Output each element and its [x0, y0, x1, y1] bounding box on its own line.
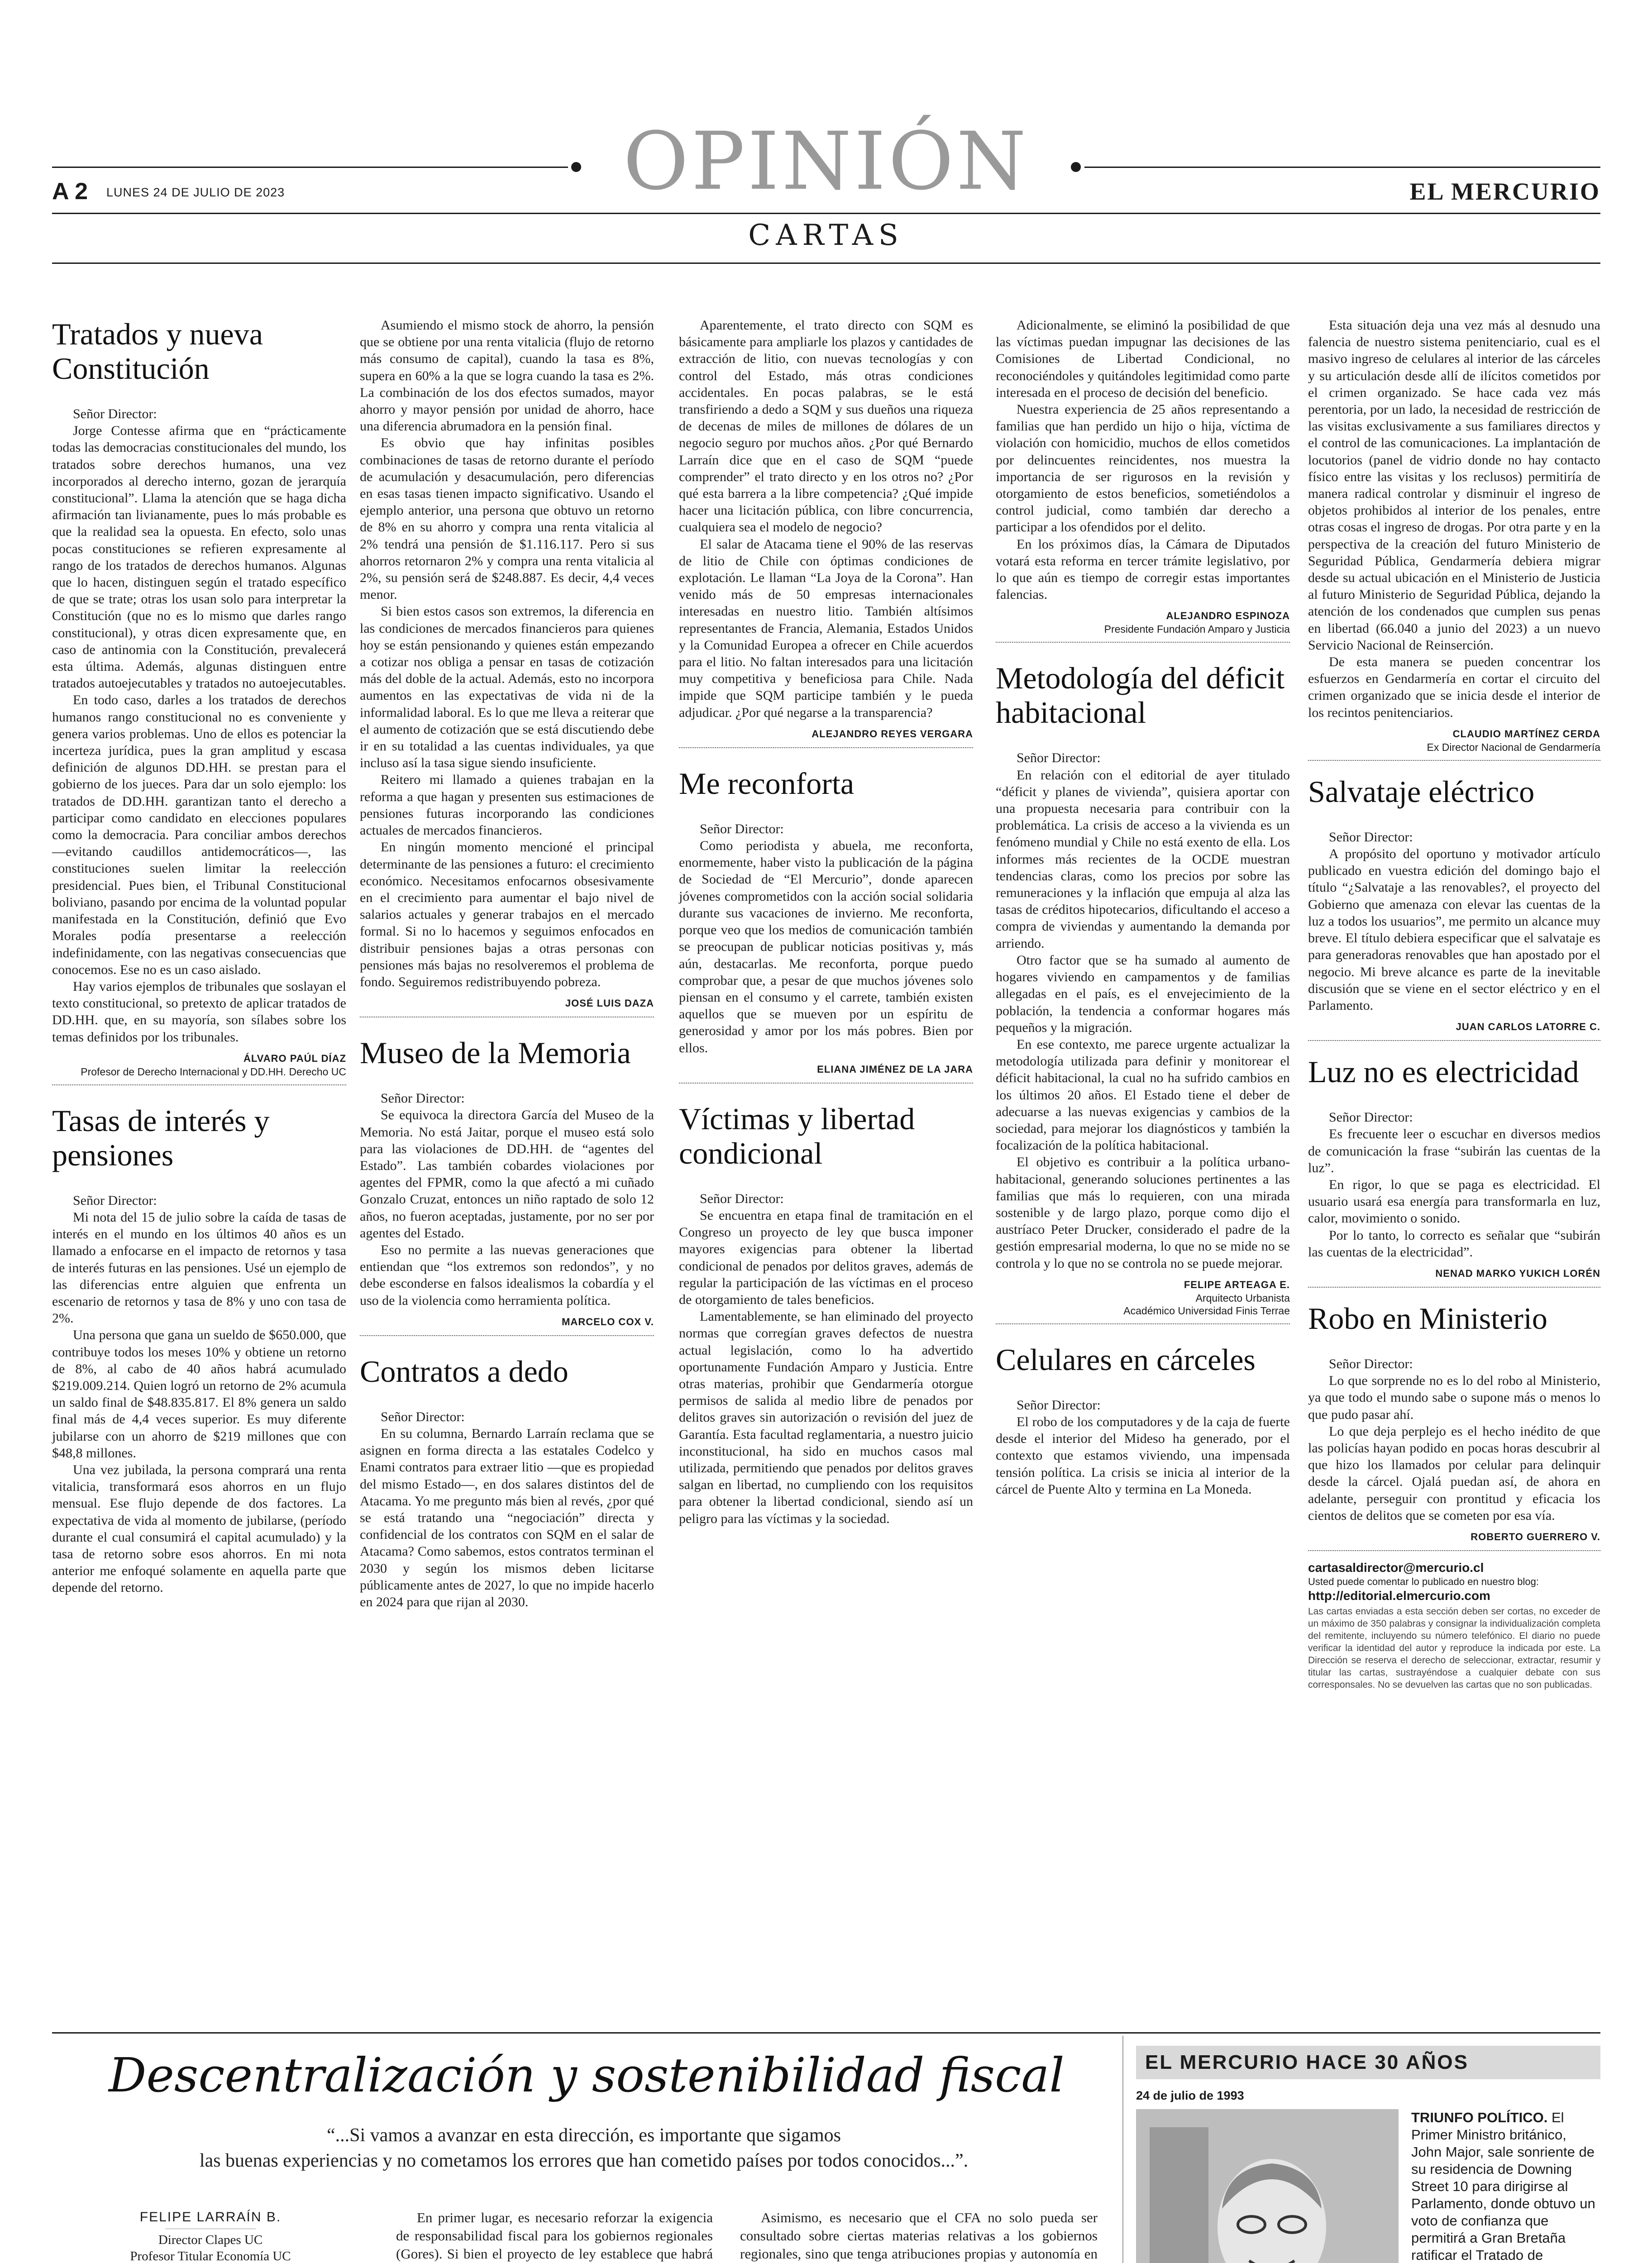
letter-salutation: Señor Director: — [381, 1409, 465, 1424]
column-col-2 — [396, 2209, 713, 2263]
letter-signature: JUAN CARLOS LATORRE C. — [1456, 1021, 1600, 1033]
letter-salutation: Señor Director: — [73, 406, 157, 421]
letter-paragraph: Lo que deja perplejo es el hecho inédito de que las policías hayan podido en pocas horas descubrir al que hizo los llamados por celular para delinquir desde la cárcel. Ojalá puedan así, de ahora en adelante, perseguir con prontitud y eficacia los cientos de delitos que se cometen por esa vía. — [1308, 1423, 1600, 1523]
letter-paragraph: Reitero mi llamado a quienes trabajan en la reforma a que hagan y presenten sus estimaciones de pensiones futuras incorporando las condiciones actuales de mercados financieros. — [360, 772, 654, 838]
column-divider — [1122, 2036, 1123, 2263]
divider — [679, 1083, 973, 1084]
letter-paragraph: Como periodista y abuela, me reconforta, enormemente, haber visto la publicación de la página de Sociedad de “El Mercurio”, donde aparecen jóvenes comprometidos con la acción social solidaria durante sus vacaciones de invierno. Me reconforta, porque veo que los medios de comunicación también se preocupan de publicar noticias positivas y, más aún, destacarlas. Me reconforta, porque puedo comprobar que, a pesar de que muchos jóvenes solo piensan en el consumo y el carrete, también existen aquellos que se mueven por un espíritu de generosidad y amor por los más pobres. Bien por ellos. — [679, 838, 973, 1055]
column-title: Descentralización y sostenibilidad fiscal — [109, 2048, 1065, 2103]
letter-paragraph: A propósito del oportuno y motivador artículo publicado en vuestra edición del domingo bajo el título “¿Salvataje a las renovables?, el proyecto del Gobierno que amenaza con elevar las cuentas de la luz a todos los usuarios”, me permito un alcance muy breve. El título debiera especificar que el salvataje es para generadoras renovables que han apostado por el negocio. Mi breve alcance es parte de la inevitable discusión que se viene en el sector eléctrico y en el Parlamento. — [1308, 846, 1600, 1013]
divider — [1308, 760, 1600, 761]
divider — [1308, 1287, 1600, 1288]
letters-col-4 — [996, 317, 1290, 1498]
hace30-header: EL MERCURIO HACE 30 AÑOS — [1145, 2051, 1469, 2073]
letter-paragraph: El objetivo es contribuir a la política urbano-habitacional, generando soluciones pertinentes a las familias que más lo requieren, con una mirada sostenible y de largo plazo, porque como dijo el austríaco Peter Drucker, considerado el padre de la gestión empresarial moderna, lo que no se mide no se controla y lo que no se controla no se puede mejorar. — [996, 1155, 1290, 1271]
letter-paragraph: En todo caso, darles a los tratados de derechos humanos rango constitucional no es conveniente y genera varios problemas. Uno de ellos es potenciar la incerteza jurídica, pues la gran amplitud y escasa definición de algunos DD.HH. se prestan para el gobierno de los jueces. Para dar un solo ejemplo: los tratados de DD.HH. garantizan tanto el derecho a participar como candidato en elecciones populares como la democracia. Para conciliar ambos derechos —evitando caudillos antidemocráticos—, las constituciones suelen limitar la reelección presidencial. Pues bien, el Tribunal Constitucional boliviano, pasando por encima de la voluntad popular manifestada en la Constitución, definió que Evo Morales podía presentarse a reelección indefinidamente, con las negativas consecuencias que conocemos. Ese no es un caso aislado. — [52, 692, 346, 977]
letter-paragraph: Se encuentra en etapa final de tramitación en el Congreso un proyecto de ley que busca imponer mayores exigencias para obtener la libertad condicional de penados por delitos graves, además de regular la participación de las víctimas en el proceso de otorgamiento de tales beneficios. — [679, 1208, 973, 1307]
column-col-1 — [52, 2209, 369, 2263]
rule-bottom — [52, 263, 1600, 264]
divider — [996, 1323, 1290, 1324]
john-major-photo-icon — [1136, 2109, 1399, 2263]
letter-paragraph: Lamentablemente, se han eliminado del proyecto normas que corregían graves defectos de nuestra actual legislación, como lo ha advertido oportunamente Fundación Amparo y Justicia. Entre otras materias, prohibir que Gendarmería otorgue permisos de salida al medio libre de penados por delitos graves sin autorización o revisión del juez de Garantía. Esta facultad reglamentaria, a nuestro juicio inconstitucional, ha sido en muchos casos mal utilizada, permitiendo que penados por delitos graves salgan en libertad, no cumpliendo con los requisitos para obtener la libertad condicional, siendo así un peligro para las víctimas y la sociedad. — [679, 1309, 973, 1526]
page-date: LUNES 24 DE JULIO DE 2023 — [106, 186, 285, 199]
letter-title: Víctimas y libertad condicional — [679, 1101, 915, 1170]
letters-col-3 — [679, 317, 973, 1527]
letter-paragraph: Esta situación deja una vez más al desnudo una falencia de nuestro sistema penitenciario, cual es el masivo ingreso de celulares al interior de las cárceles y su articulación desde allí de ilícitos cometidos por el crimen organizado. Se hace cada vez más perentoria, por un lado, la necesidad de restricción de las visitas exclusivamente a sus familiares directos y el control de las comunicaciones. La implantación de locutorios (panel de vidrio donde no hay contacto físico entre las visitas y los reclusos) permitiría de manera radical controlar y disminuir el ingreso de objetos prohibidos al interior de los penales, entre otras cosas el ingreso de drogas. Por otra parte y en la perspectiva de la creación del futuro Ministerio de Seguridad Pública, Gendarmería debiera migrar desde su actual ubicación en el Ministerio de Justicia al futuro Ministerio de Seguridad Pública, dejando la atención de los condenados que cumplen sus penas en libertad (66.040 a junio del 2023) a un nuevo Servicio Nacional de Reinserción. — [1308, 318, 1600, 653]
letter-paragraph: En los próximos días, la Cámara de Diputados votará esta reforma en tercer trámite legislativo, por lo que aún es tiempo de corregir estas importantes falencias. — [996, 536, 1290, 602]
letter-paragraph: Es frecuente leer o escuchar en diversos medios de comunicación la frase “subirán las cuentas de la luz”. — [1308, 1127, 1600, 1175]
letter-title: Tratados y nueva Constitución — [52, 317, 263, 386]
letter-paragraph: Lo que sorprende no es lo del robo al Ministerio, ya que todo el mundo sabe o supone más o menos lo que pudo pasar ahí. — [1308, 1373, 1600, 1422]
contact-note: Las cartas enviadas a esta sección deben ser cortas, no exceder de un máximo de 350 palabras y consignar la individualización completa del remitente, incluyendo su número telefónico. El diario no puede verificar la identidad del autor y reproduce la indicada por este. La Dirección se reserva el derecho de seleccionar, extractar, resumir y titular las cartas, sustrayéndose a cualquier debate con sus corresponsales. No se devuelven las cartas que no son publicadas. — [1308, 1606, 1600, 1690]
column-col-3 — [740, 2209, 1098, 2263]
letter-paragraph: Jorge Contesse afirma que en “prácticamente todas las democracias constitucionales del mundo, los tratados sobre derechos humanos, una vez incorporados al derecho interno, gozan de jerarquía constitucional”. Llama la atención que se haga dicha afirmación tan livianamente, pues lo más probable es que la realidad sea la opuesta. En efecto, solo unas pocas constituciones se refieren expresamente al rango de los tratados de derechos humanos. Algunas que lo hacen, distinguen según el tratado específico de que se trate; otras los usan solo para interpretar la Constitución (que no es lo mismo que darles rango constitucional), y otras dicen expresamente que, en caso de antinomia con la Constitución, prevalecerá esta última. Además, algunas distinguen entre tratados autoejecutables y tratados no autoejecutables. — [52, 423, 346, 691]
letter-paragraph: Una vez jubilada, la persona comprará una renta vitalicia, transformará esos ahorros en un flujo mensual. Ese flujo depende de dos factores. La expectativa de vida al momento de jubilarse, (período durante el cual consumirá el capital acumulado) y la tasa de retorno sobre esos ahorros. En mi nota anterior me enfoqué solamente en aquella parte que depende del retorno. — [52, 1462, 346, 1595]
contact-web-intro: Usted puede comentar lo publicado en nuestro blog: — [1308, 1576, 1539, 1587]
letter-paragraph: Por lo tanto, lo correcto es señalar que “subirán las cuentas de la electricidad”. — [1308, 1227, 1600, 1260]
letter-signature: ALEJANDRO ESPINOZA — [1166, 610, 1290, 622]
letter-affiliation: Arquitecto Urbanista — [1195, 1292, 1290, 1304]
hace30-date: 24 de julio de 1993 — [1136, 2089, 1244, 2102]
letter-signature: ALEJANDRO REYES VERGARA — [812, 728, 973, 740]
rule-top — [52, 213, 1600, 214]
letter-paragraph: Una persona que gana un sueldo de $650.000, que contribuye todos los meses 10% y obtiene un retorno de 8%, al cabo de 40 años habrá acumulado $219.009.214. Quien logró un retorno de 2% acumula un saldo final de $48.835.817. El 8% genera un saldo final más de 4,4 veces superior. Es muy diferente jubilarse con un ahorro de $219 millones que con $48,8 millones. — [52, 1327, 346, 1461]
letter-signature: NENAD MARKO YUKICH LORÉN — [1435, 1267, 1600, 1279]
letter-paragraph: Mi nota del 15 de julio sobre la caída de tasas de interés en el mundo en los últimos 40 años es un llamado a enfocarse en el impacto de retornos y tasa de interés futuras en las pensiones. Usé un ejemplo de las diferencias entre alguien que enfrenta un escenario de retornos y tasa de 8% y uno con tasa de 2%. — [52, 1209, 346, 1326]
letter-salutation: Señor Director: — [73, 1193, 157, 1208]
letter-paragraph: Nuestra experiencia de 25 años representando a familias que han perdido un hijo o hija, víctima de violación con homicidio, muchos de ellos cometidos por delincuentes reincidentes, nos muestra la importancia de ser rigurosos en la revisión y otorgamiento de estos beneficios, sometiéndolos a control judicial, como también dar derecho a participar a los ofendidos por el delito. — [996, 402, 1290, 535]
letter-paragraph: El robo de los computadores y de la caja de fuerte desde el interior del Mideso ha generado, por el contexto que estamos viviendo, una impensada tensión política. La crisis se inicia al interior de la cárcel de Puente Alto y termina en La Moneda. — [996, 1414, 1290, 1497]
letter-salutation: Señor Director: — [1329, 1356, 1413, 1371]
letter-title: Salvataje eléctrico — [1308, 774, 1535, 809]
column-author-role: Director Clapes UC — [158, 2233, 263, 2247]
letter-paragraph: Hay varios ejemplos de tribunales que soslayan el texto constitucional, so pretexto de aplicar tratados de DD.HH. que, en su mayoría, son sílabes sobre los temas definidos por los tribunales. — [52, 979, 346, 1045]
hace30-news-text: El Primer Ministro británico, John Major, sale sonriente de su residencia de Downing Street 10 para dirigirse al Parlamento, donde obtuvo un voto de confianza que permitirá a Gran Bretaña ratificar el Tratado de — [1411, 2110, 1595, 2263]
letter-paragraph: Si bien estos casos son extremos, la diferencia en las condiciones de mercados financieros para quienes hoy se están pensionando y quienes están empezando a cotizar nos obliga a pensar en tasas de cotización más del doble de la actual. Además, esto no incorpora aumentos en las expectativas de vida ni de la informalidad laboral. Es lo que me lleva a reiterar que el aumento de cotización que se está discutiendo debe ir en su totalidad a las cuentas individuales, ya que incluso así la tasa sigue siendo insuficiente. — [360, 604, 654, 771]
letter-signature: ÁLVARO PAÚL DÍAZ — [243, 1052, 346, 1064]
letter-paragraph: Asumiendo el mismo stock de ahorro, la pensión que se obtiene por una renta vitalicia (flujo de retorno más consumo de capital), cuando la tasa es 8%, supera en 60% a la que se logra cuando la tasa es 2%. La combinación de los dos efectos sumados, mayor ahorro y mayor pensión por unidad de ahorro, hace una diferencia abrumadora en la pensión final. — [360, 318, 654, 434]
letter-paragraph: Se equivoca la directora García del Museo de la Memoria. No está Jaitar, porque el museo está solo para las violaciones de DD.HH. de “agentes del Estado”. Las también cobardes violaciones por agentes del FPMR, como la que afectó a mi cuñado Gonzalo Cruzat, entonces un niño raptado de solo 12 años, no fueron aceptadas, justamente, por no ser por agentes del Estado. — [360, 1108, 654, 1241]
masthead-dot-right — [1071, 162, 1081, 172]
contact-box — [1308, 1560, 1600, 1691]
column-paragraph: Asimismo, es necesario que el CFA no solo pueda ser consultado sobre ciertas materias relativas a los gobiernos regionales, sino que tenga atribuciones propias y autonomía en — [740, 2210, 1098, 2262]
letter-title: Tasas de interés y pensiones — [52, 1103, 270, 1172]
letter-paragraph: En rigor, lo que se paga es electricidad. El usuario usará esa energía para transformarla en luz, calor, movimiento o sonido. — [1308, 1177, 1600, 1226]
column-paragraph: En primer lugar, es necesario reforzar la exigencia de responsabilidad fiscal para los gobiernos regionales (Gores). Si bien el proyecto de ley establece que habrá — [396, 2210, 713, 2262]
divider — [679, 747, 973, 748]
letter-signature: ELIANA JIMÉNEZ DE LA JARA — [817, 1063, 973, 1075]
letter-paragraph: En su columna, Bernardo Larraín reclama que se asignen en forma directa a las estatales Codelco y Enami contratos para extraer litio —que es propiedad del mismo Estado—, en dos salares distintos del de Atacama. Yo me pregunto más bien al revés, ¿por qué se está tratando una “negociación” directa y confidencial de los contratos con SQM en el salar de Atacama? Como sabemos, estos contratos terminan el 2030 y según los mismos deben licitarse públicamente antes de 2027, lo que no impide hacerlo en 2024 para que rijan al 2030. — [360, 1426, 654, 1609]
column-quote-line: las buenas experiencias y no cometamos los errores que han cometido países por todos conocidos...”. — [199, 2150, 969, 2171]
letter-signature: MARCELO COX V. — [562, 1316, 654, 1327]
letter-paragraph: De esta manera se pueden concentrar los esfuerzos en Gendarmería en cortar el circuito del crimen organizado que se inicia desde el interior de los recintos penitenciarios. — [1308, 654, 1600, 720]
masthead-rule-left — [52, 167, 568, 168]
hace30-photo — [1136, 2109, 1399, 2263]
letter-title: Museo de la Memoria — [360, 1036, 631, 1070]
hace30-section — [1136, 2089, 1600, 2263]
divider — [52, 1084, 346, 1085]
letter-paragraph: En ningún momento mencioné el principal determinante de las pensiones a futuro: el crecimiento económico. Necesitamos enfocarnos obsesivamente en el crecimiento para aumentar el bajo nivel de salarios actuales y generar trabajos en el mercado formal. Si no lo hacemos y seguimos enfocados en distribuir pensiones bajas a otras personas con pensiones más bajas no resolveremos el problema de fondo. Seguiremos redistribuyendo pobreza. — [360, 840, 654, 989]
letter-affiliation: Profesor de Derecho Internacional y DD.HH. Derecho UC — [81, 1065, 346, 1078]
divider — [996, 642, 1290, 643]
letter-paragraph: En relación con el editorial de ayer titulado “déficit y planes de vivienda”, quisiera aportar con una propuesta necesaria para contribuir con la problemática. La crisis de acceso a la vivienda es un fenómeno mundial y Chile no está exento de ella. Los informes más recientes de la OCDE muestran tendencias claras, como los precios por sobre las remuneraciones y la inflación que empuja al alza las tasas de créditos hipotecarios, dificultando el acceso a compra de viviendas y aumentando la demanda por arriendo. — [996, 767, 1290, 951]
letter-signature: ROBERTO GUERRERO V. — [1471, 1531, 1600, 1542]
letter-paragraph: Es obvio que hay infinitas posibles combinaciones de tasas de retorno durante el período de acumulación y desacumulación, pero diferencias en esas tasas tienen impacto significativo. Usando el ejemplo anterior, una persona que obtuvo un retorno de 8% en su ahorro y compra una renta vitalicia al 2% tendrá una pensión de $1.116.117. Pero si sus ahorros retornaron 2% y compra una renta vitalicia al 2%, su pensión será de $248.887. Es decir, 4,4 veces menor. — [360, 435, 654, 602]
letter-signature: FELIPE ARTEAGA E. — [1184, 1279, 1290, 1290]
masthead-dot-left — [571, 162, 581, 172]
column-author-role: Profesor Titular Economía UC — [130, 2249, 291, 2263]
letter-title: Metodología del déficit habitacional — [996, 661, 1285, 730]
letter-title: Robo en Ministerio — [1308, 1301, 1547, 1336]
column-quote-line: “...Si vamos a avanzar en esta dirección, es importante que sigamos — [327, 2125, 841, 2146]
section-title: OPINIÓN — [623, 115, 1029, 208]
letter-salutation: Señor Director: — [1329, 1110, 1413, 1125]
hace30-news-title: TRIUNFO POLÍTICO. — [1411, 2110, 1548, 2125]
letter-salutation: Señor Director: — [381, 1091, 465, 1106]
contact-email[interactable]: cartasaldirector@mercurio.cl — [1308, 1560, 1484, 1575]
letter-paragraph: En ese contexto, me parece urgente actualizar la metodología utilizada para definir y monitorear el déficit habitacional, la cual no ha sufrido cambios en los últimos 20 años. El Estado tiene el deber de adecuarse a las nuevas exigencias y cambios de la sociedad, para mejorar los diagnósticos y también la focalización de la política habitacional. — [996, 1036, 1290, 1153]
divider — [1308, 1040, 1600, 1041]
letter-paragraph: El salar de Atacama tiene el 90% de las reservas de litio de Chile con óptimas condiciones de explotación. Le llaman “La Joya de la Corona”. Han venido más de 50 empresas internacionales interesadas en nuestro litio. También altísimos representantes de Francia, Alemania, Estados Unidos y la Comunidad Europea a ofrecer en Chile acuerdos para el litio. No faltan interesados para una licitación muy competitiva y beneficiosa para Chile. Nada impide que SQM participe también y le pueda adjudicar. ¿Por qué negarse a la transparencia? — [679, 536, 973, 720]
letters-col-2 — [360, 317, 654, 1610]
page-number: A 2 — [52, 178, 88, 205]
letter-signature: CLAUDIO MARTÍNEZ CERDA — [1452, 728, 1600, 740]
letter-paragraph: Eso no permite a las nuevas generaciones que entiendan que “los extremos son redondos”, y no debe esconderse en falsos idealismos la cobardía y el uso de la violencia como herramienta política. — [360, 1242, 654, 1308]
letter-salutation: Señor Director: — [700, 821, 784, 836]
letter-salutation: Señor Director: — [1017, 750, 1101, 766]
letter-title: Luz no es electricidad — [1308, 1055, 1579, 1089]
letters-col-5 — [1308, 317, 1600, 1691]
letter-paragraph: Aparentemente, el trato directo con SQM es básicamente para ampliarle los plazos y cantidades de extracción de litio, con nuevas tecnologías y con control del Estado, más otras condiciones accidentales. En pocas palabras, se le está transfiriendo a dedo a SQM y sus dueños una riqueza de decenas de miles de millones de dólares de un negocio seguro por muchos años. ¿Por qué Bernardo Larraín dice que en el caso de SQM “puede comprender” el trato directo y en los otros no? ¿Por qué esta barrera a la libre competencia? ¿Qué impide hacer una licitación pública, con libre concurrencia, cualquiera sea el modelo de negocio? — [679, 318, 973, 535]
hace30-header-bar — [1136, 2046, 1600, 2079]
letter-paragraph: Otro factor que se ha sumado al aumento de hogares viviendo en campamentos y de familias allegadas en el país, es el envejecimiento de la población, la tendencia a conformar hogares más pequeños y la migración. — [996, 952, 1290, 1035]
column-quote — [72, 2123, 1095, 2173]
column-author: FELIPE LARRAÍN B. — [139, 2210, 282, 2225]
letter-signature: JOSÉ LUIS DAZA — [565, 998, 654, 1009]
letter-salutation: Señor Director: — [1329, 829, 1413, 845]
letter-affiliation: Ex Director Nacional de Gendarmería — [1427, 741, 1600, 753]
subsection-title: CARTAS — [748, 219, 904, 252]
brand-logo: EL MERCURIO — [1409, 178, 1600, 205]
letters-col-1 — [52, 317, 346, 1596]
letter-title: Me reconforta — [679, 766, 855, 801]
letter-salutation: Señor Director: — [1017, 1397, 1101, 1413]
letter-salutation: Señor Director: — [700, 1191, 784, 1206]
letter-paragraph: Adicionalmente, se eliminó la posibilidad de que las víctimas puedan impugnar las decisiones de las Comisiones de Libertad Condicional, no reconociéndoles y quitándoles legitimidad como parte interesada en el proceso de decisión del beneficio. — [996, 318, 1290, 400]
letter-title: Contratos a dedo — [360, 1354, 568, 1389]
divider — [360, 1335, 654, 1336]
contact-web-link[interactable]: http://editorial.elmercurio.com — [1308, 1588, 1490, 1603]
letter-affiliation: Presidente Fundación Amparo y Justicia — [1104, 623, 1290, 635]
letter-title: Celulares en cárceles — [996, 1342, 1256, 1377]
masthead-rule-right — [1084, 167, 1600, 168]
letter-affiliation: Académico Universidad Finis Terrae — [1123, 1304, 1290, 1317]
section-divider — [52, 2032, 1600, 2034]
divider — [1308, 1550, 1600, 1551]
